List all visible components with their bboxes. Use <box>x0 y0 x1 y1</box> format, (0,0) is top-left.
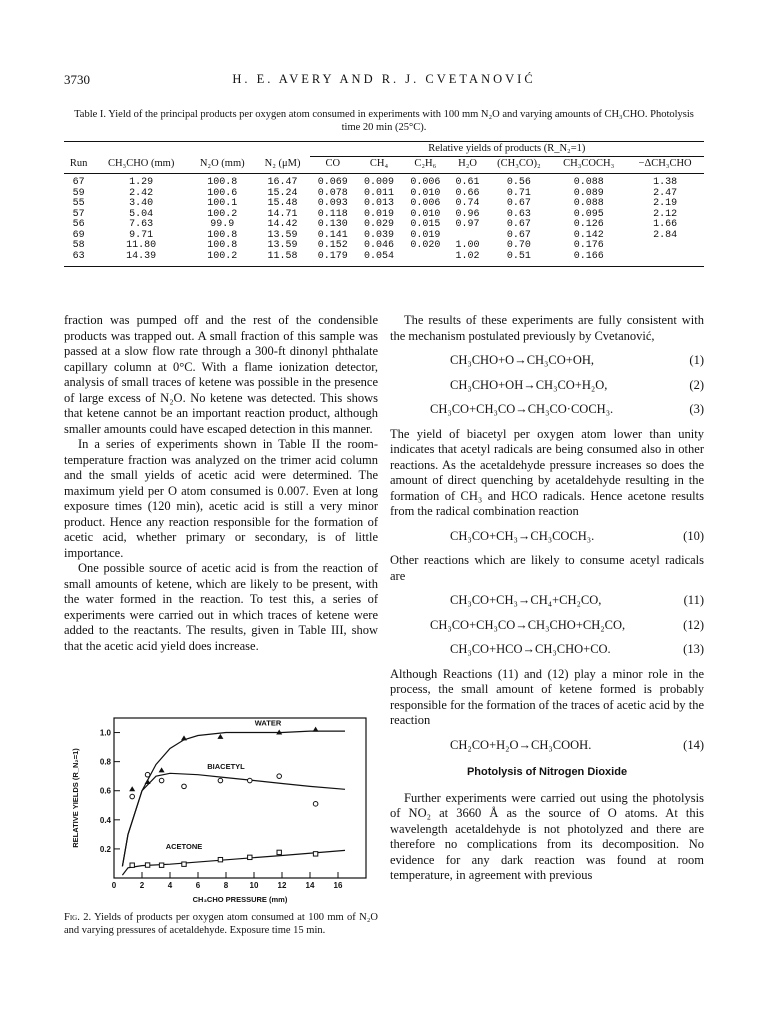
table-cell: 0.010 <box>410 208 441 220</box>
table-cell: 0.63 <box>506 208 531 220</box>
table-cell: 0.51 <box>487 252 552 267</box>
table-cell: 0.142 <box>573 229 604 241</box>
data-point <box>182 862 186 866</box>
table-1 <box>64 141 704 267</box>
x-tick-label: 16 <box>333 881 343 890</box>
equation-11 <box>390 593 704 609</box>
column-header: N₂ (μM) <box>255 157 309 174</box>
section-heading: Photolysis of Nitrogen Dioxide <box>466 766 628 778</box>
table-cell: 5.04 <box>129 208 154 220</box>
page-header <box>64 72 704 92</box>
data-point <box>130 794 135 799</box>
figure-caption <box>64 912 378 937</box>
table-cell: 100.6 <box>207 187 238 199</box>
table-cell: 1.00 <box>455 240 480 251</box>
y-tick-label: 1.0 <box>99 728 111 738</box>
table-cell: 13.59 <box>267 240 298 251</box>
table-cell: 0.039 <box>364 229 395 241</box>
figure-2-chart <box>68 714 378 914</box>
table-cell: 0.013 <box>364 198 395 209</box>
column-header: H₂O <box>448 157 486 174</box>
table-cell: 15.24 <box>267 187 298 199</box>
data-point <box>217 734 223 739</box>
page-number: 3730 <box>64 72 90 87</box>
table-cell: 0.089 <box>573 187 604 199</box>
equation-10 <box>390 529 704 545</box>
table-cell: 3.40 <box>129 198 154 209</box>
table-cell: 11.80 <box>126 240 157 251</box>
data-point <box>313 727 319 732</box>
column-header: Run <box>64 157 93 174</box>
biacetyl-series-label: BIACETYL <box>207 761 245 771</box>
plot-frame <box>114 718 366 878</box>
equation-text: CH₃CO+CH₃→CH₄+CH₂CO, <box>450 593 602 607</box>
column-header: C₂H₆ <box>402 157 448 174</box>
table-cell: 14.39 <box>93 252 189 267</box>
table-row <box>64 199 704 210</box>
equation-text: CH₃CHO+OH→CH₃CO+H₂O, <box>450 377 608 392</box>
table-cell: 0.61 <box>455 177 480 188</box>
table-cell: 100.8 <box>207 177 238 188</box>
table-cell: 2.47 <box>653 187 678 199</box>
table-cell: 0.67 <box>506 198 531 209</box>
water-curve <box>122 731 345 866</box>
equation-2 <box>390 378 704 394</box>
table-cell: 67 <box>72 177 85 188</box>
x-tick-label: 0 <box>111 881 117 890</box>
table-cell: 57 <box>72 208 85 220</box>
equation-number: (3) <box>689 402 704 416</box>
paragraph: One possible source of acetic acid is from the reaction of small amounts of ketene, which are likely to be present, with the water formed in the reaction. To test this, a series of experiments were carried out in which traces of ketene were added to the reactants. The results, given in Table III, show that the acetic acid yield does increase. <box>64 561 378 653</box>
table-cell: 0.56 <box>506 177 531 188</box>
equation-13 <box>390 642 704 658</box>
table-cell: 0.152 <box>317 240 348 251</box>
equation-number: (1) <box>689 353 704 367</box>
y-tick-label: 0.4 <box>99 815 111 825</box>
paragraph: Further experiments were carried out using the photolysis of NO₂ at 3660 Å as the source of O atoms. At this wavelength acetaldehyde is not photolyzed and there are therefore no complications from its decomposition. No evidence for any dark reaction was found at room temperature, in agreement with previous <box>390 790 704 882</box>
column-header: −ΔCH₃CHO <box>626 157 704 174</box>
acetone-curve <box>122 850 345 875</box>
table-cell: 100.2 <box>189 252 255 267</box>
biacetyl-curve <box>122 773 345 866</box>
table-cell: 58 <box>72 240 85 251</box>
table-cell: 0.141 <box>317 229 348 241</box>
table-cell: 0.166 <box>551 252 626 267</box>
paragraph: Although Reactions (11) and (12) play a minor role in the process, the small amount of ketene formed is probably responsible for the formation of the traces of acetic acid by the reaction <box>390 666 704 727</box>
equation-text: CH₃CO+CH₃→CH₃COCH₃. <box>450 528 595 543</box>
table-cell: 99.9 <box>210 219 235 230</box>
table-cell <box>626 252 704 267</box>
right-column <box>390 313 704 884</box>
table-cell: 55 <box>72 198 85 209</box>
table-cell: 0.97 <box>455 219 480 230</box>
table-cell: 59 <box>72 187 85 199</box>
table-cell: 13.59 <box>267 229 298 241</box>
table-cell: 7.63 <box>129 219 154 230</box>
data-point <box>277 850 281 854</box>
equation-text: CH₃CO+HCO→CH₃CHO+CO. <box>450 642 611 656</box>
table-cell: 0.67 <box>506 229 531 241</box>
table-cell: 2.12 <box>653 208 678 220</box>
table-cell: 14.42 <box>267 219 298 230</box>
table-cell <box>626 241 704 252</box>
data-point <box>130 863 134 867</box>
table-cell: 0.019 <box>364 208 395 220</box>
table-cell: 0.71 <box>506 187 531 199</box>
table-cell: 100.8 <box>207 229 238 241</box>
table-cell: 0.176 <box>573 240 604 251</box>
equation-number: (14) <box>683 737 704 752</box>
x-tick-label: 6 <box>195 881 201 890</box>
table-cell: 0.088 <box>573 177 604 188</box>
data-point <box>159 778 164 783</box>
table-cell: 0.011 <box>364 187 395 199</box>
equation-1 <box>390 353 704 369</box>
table-cell: 2.19 <box>653 198 678 209</box>
table-cell: 0.130 <box>317 219 348 230</box>
table-cell: 0.010 <box>410 187 441 199</box>
running-title: H. E. AVERY AND R. J. CVETANOVIĆ <box>232 72 536 86</box>
table-row <box>64 252 704 267</box>
table-cell: 0.093 <box>317 198 348 209</box>
left-column <box>64 313 378 654</box>
table-cell: 1.02 <box>448 252 486 267</box>
data-point <box>218 857 222 861</box>
table-cell: 0.009 <box>364 177 395 188</box>
equation-number: (12) <box>683 617 704 632</box>
table-cell: 15.48 <box>267 198 298 209</box>
table-cell: 0.046 <box>364 240 395 251</box>
x-tick-label: 4 <box>167 881 173 890</box>
data-point <box>218 778 223 783</box>
table-cell: 0.126 <box>573 219 604 230</box>
paragraph: The results of these experiments are fully consistent with the mechanism postulated previously by Cvetanović, <box>390 313 704 343</box>
data-point <box>313 852 317 856</box>
table-cell: 0.70 <box>506 240 531 251</box>
equation-number: (2) <box>689 377 704 392</box>
y-tick-label: 0.6 <box>99 786 111 796</box>
table-cell: 56 <box>72 219 85 230</box>
data-point <box>313 802 318 807</box>
paragraph: The yield of biacetyl per oxygen atom lower than unity indicates that acetyl radicals are being consumed also in other reactions. As the acetaldehyde pressure increases so does the amount of direct quenching by acetaldehyde resulting in the formation of CH₃ and HCO radicals. Hence acetone results from the radical combination reaction <box>390 426 704 518</box>
equation-14 <box>390 738 704 754</box>
column-header: CH₃COCH₃ <box>551 157 626 174</box>
equation-number: (11) <box>683 593 704 607</box>
table-cell: 0.054 <box>356 252 402 267</box>
column-header: CH₄ <box>356 157 402 174</box>
x-axis-label: CH₃CHO PRESSURE (mm) <box>192 895 288 904</box>
table-cell: 100.2 <box>207 208 238 220</box>
table-cell: 0.96 <box>455 208 480 220</box>
table-cell: 14.71 <box>267 208 298 220</box>
table-cell: 11.58 <box>255 252 309 267</box>
equation-text: CH₃CO+CH₃CO→CH₃CO·COCH₃. <box>430 402 614 416</box>
table-cell: 1.29 <box>129 177 154 188</box>
column-header: CH₃CHO (mm) <box>93 157 189 174</box>
table-cell: 2.42 <box>129 187 154 199</box>
x-tick-label: 8 <box>223 881 229 890</box>
equation-text: CH₃CHO+O→CH₃CO+OH, <box>450 353 595 367</box>
figure-label: Fig. 2. <box>64 912 92 923</box>
table-cell: 63 <box>64 252 93 267</box>
data-point <box>145 863 149 867</box>
data-point <box>277 774 282 779</box>
table-cell: 0.078 <box>317 187 348 199</box>
table-cell: 0.015 <box>410 219 441 230</box>
y-tick-label: 0.2 <box>99 844 111 854</box>
relative-yields-header: Relative yields of products (R_N₂=1) <box>310 142 704 157</box>
table-cell: 0.006 <box>410 177 441 188</box>
column-header: N₂O (mm) <box>189 157 255 174</box>
table-cell: 0.029 <box>364 219 395 230</box>
column-header: CO <box>310 157 356 174</box>
data-point <box>248 855 252 859</box>
table-row <box>64 220 704 231</box>
table-cell: 100.8 <box>207 240 238 251</box>
x-tick-label: 2 <box>139 881 145 890</box>
equation-text: CH₂CO+H₂O→CH₃COOH. <box>450 737 592 752</box>
table-cell: 0.67 <box>506 219 531 230</box>
table-cell: 1.38 <box>653 177 678 188</box>
table-caption: Table I. Yield of the principal products per oxygen atom consumed in experiments with 100 mm N₂O and varying amounts of CH₃CHO. Photolysis time 20 min (25°C). <box>74 109 694 133</box>
table-row <box>64 241 704 252</box>
data-point <box>182 784 187 789</box>
data-point <box>248 778 253 783</box>
table-cell: 0.118 <box>317 208 348 220</box>
figure-caption-text: Yields of products per oxygen atom consumed at 100 mm of N₂O and varying pressures of acetaldehyde. Exposure time 15 min. <box>64 912 378 936</box>
table-cell: 0.66 <box>455 187 480 199</box>
table-row <box>64 174 704 189</box>
equation-text: CH₃CO+CH₃CO→CH₃CHO+CH₂CO, <box>430 617 626 632</box>
table-cell: 100.1 <box>207 198 238 209</box>
water-series-label: WATER <box>254 718 282 728</box>
table-cell: 0.088 <box>573 198 604 209</box>
data-point <box>129 786 135 791</box>
paragraph: Other reactions which are likely to consume acetyl radicals are <box>390 553 704 583</box>
x-tick-label: 14 <box>305 881 315 890</box>
data-point <box>159 767 165 772</box>
table-body <box>64 174 704 267</box>
chart-svg <box>68 714 378 914</box>
y-tick-label: 0.8 <box>99 757 111 767</box>
table-cell: 2.84 <box>653 229 678 241</box>
table-cell: 9.71 <box>129 229 154 241</box>
x-tick-label: 12 <box>277 881 287 890</box>
table-cell: 0.020 <box>410 240 441 251</box>
table-cell: 69 <box>72 229 85 241</box>
data-point <box>145 772 150 777</box>
equation-number: (10) <box>683 528 704 543</box>
data-point <box>159 863 163 867</box>
table-cell: 1.66 <box>653 219 678 230</box>
column-header: (CH₃CO)₂ <box>487 157 552 174</box>
paragraph: fraction was pumped off and the rest of the condensible products was trapped out. A small fraction of this sample was passed at a slow flow rate through a 300-ft dinonyl phthalate capillary column at 0°C. With a flame ionization detector, analysis of small traces of ketene was possible in the presence of large excess of N₂O. No ketene was detected. This shows that ketene cannot be an important reaction product, although smaller amounts could have escaped detection in this manner. <box>64 313 378 436</box>
y-axis-label: RELATIVE YIELDS (R_N₂=1) <box>71 748 80 848</box>
table-cell: 0.095 <box>573 208 604 220</box>
table-cell: 0.74 <box>455 198 480 209</box>
paragraph: In a series of experiments shown in Table II the room-temperature fraction was analyzed on the trimer acid column and the small yields of acetic acid were determined. The maximum yield per O atom consumed is 0.007. Even at long exposure times (120 min), acetic acid is still a very minor product. Hence any reaction responsible for the formation of acetic acid, whether primary or secondary, is of little importance. <box>64 437 378 560</box>
data-point <box>181 735 187 740</box>
equation-number: (13) <box>683 642 704 656</box>
table-cell: 0.069 <box>317 177 348 188</box>
equation-12 <box>390 618 704 634</box>
table-cell: 16.47 <box>267 177 298 188</box>
table-cell: 0.019 <box>410 229 441 241</box>
x-tick-label: 10 <box>249 881 259 890</box>
acetone-series-label: ACETONE <box>165 841 203 851</box>
column-header-row <box>64 157 704 174</box>
equation-3 <box>390 402 704 418</box>
table-cell <box>402 252 448 267</box>
table-cell: 0.006 <box>410 198 441 209</box>
table-cell: 0.179 <box>310 252 356 267</box>
